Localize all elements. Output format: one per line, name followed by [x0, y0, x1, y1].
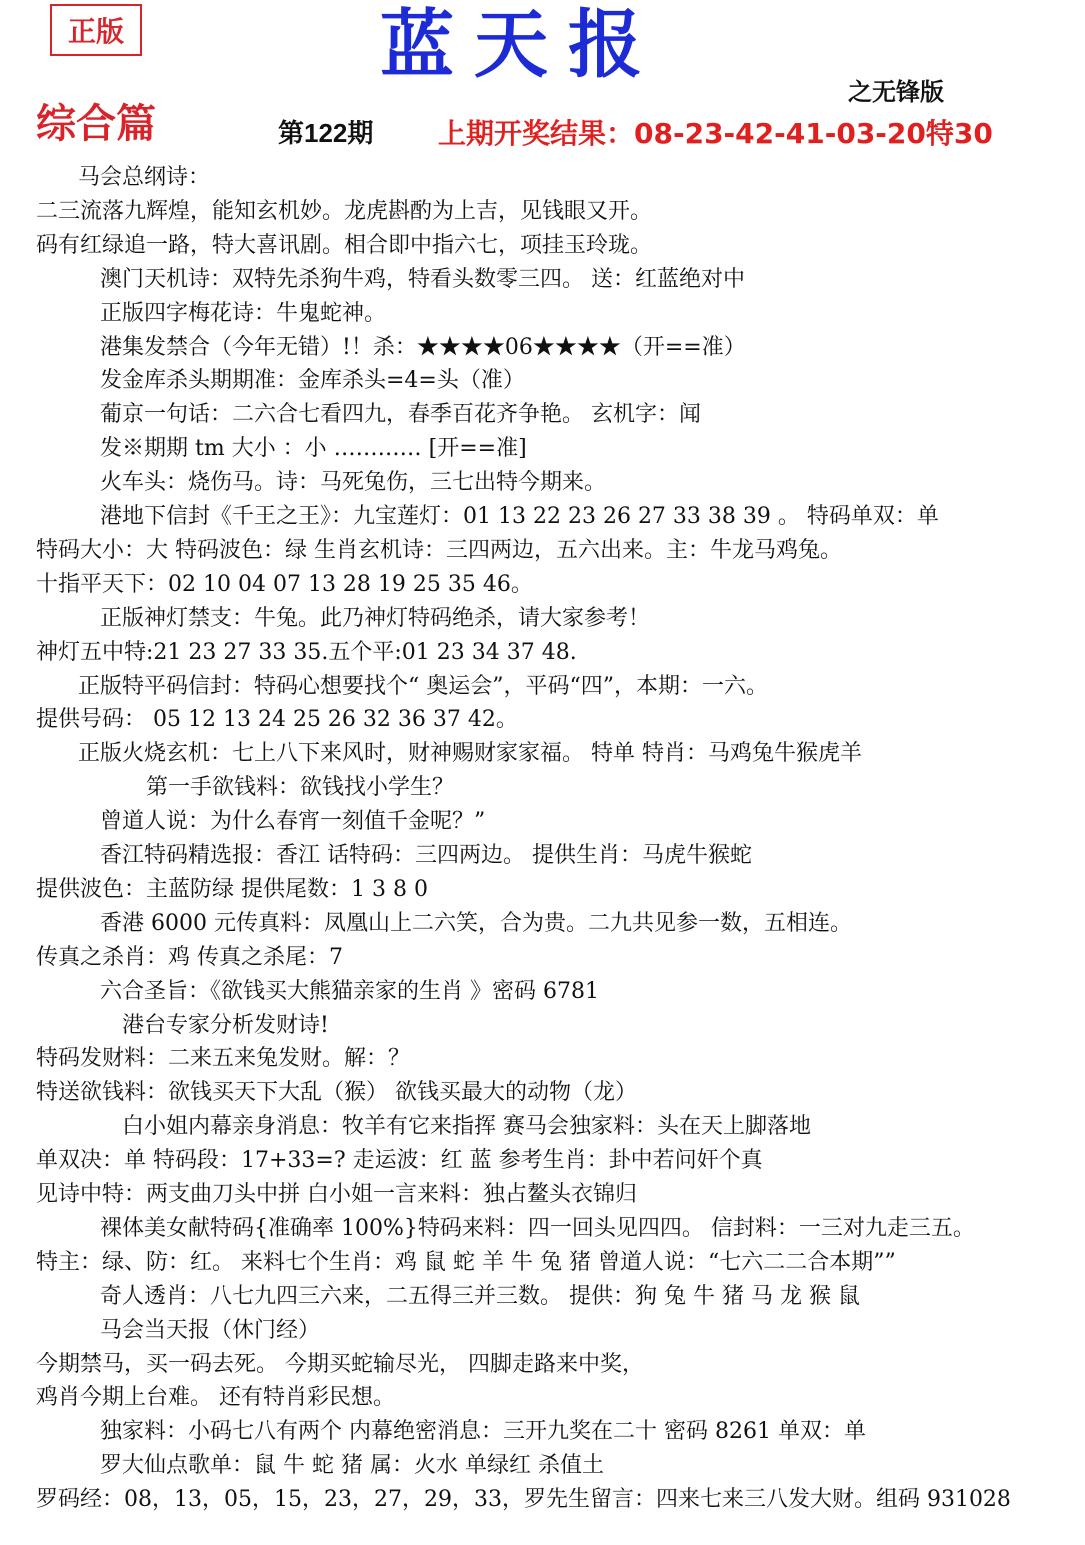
text-line: 港台专家分析发财诗!	[122, 1012, 329, 1038]
text-line: 发金库杀头期期准：金库杀头=4=头（准）	[100, 368, 525, 394]
issue-number: 第122期	[278, 118, 374, 148]
text-line: 传真之杀肖：鸡 传真之杀尾：7	[36, 944, 343, 970]
text-line: 神灯五中特:21 23 27 33 35.五个平:01 23 34 37 48.	[36, 639, 577, 665]
text-line: 鸡肖今期上台难。 还有特肖彩民想。	[36, 1385, 395, 1411]
text-line: 香港 6000 元传真料：凤凰山上二六笑，合为贵。二九共见参一数，五相连。	[100, 910, 852, 936]
text-line: 特主：绿、防：红。 来料七个生肖：鸡 鼠 蛇 羊 牛 兔 猪 曾道人说：“七六二二合本期””	[36, 1249, 896, 1275]
authentic-stamp: 正版	[50, 4, 142, 56]
text-line: 十指平天下：02 10 04 07 13 28 19 25 35 46。	[36, 571, 533, 597]
text-line: 香江特码精选报：香江 话特码：三四两边。 提供生肖：马虎牛猴蛇	[100, 843, 752, 868]
text-line: 葡京一句话：二六合七看四九，春季百花齐争艳。 玄机字：闻	[100, 402, 701, 428]
edition-label: 之无锋版	[848, 77, 944, 106]
section-title: 综合篇	[36, 101, 156, 147]
text-line: 白小姐内幕亲身消息：牧羊有它来指挥 赛马会独家料：头在天上脚落地	[122, 1114, 811, 1140]
text-line: 见诗中特：两支曲刀头中拼 白小姐一言来料：独占鳌头衣锦归	[36, 1182, 637, 1207]
last-result: 上期开奖结果：08-23-42-41-03-20特30	[438, 117, 993, 150]
text-line: 独家料：小码七八有两个 内幕绝密消息：三开九奖在二十 密码 8261 单双：单	[100, 1419, 866, 1445]
text-line: 特送欲钱料：欲钱买天下大乱（猴） 欲钱买最大的动物（龙）	[36, 1080, 637, 1106]
text-line: 提供波色：主蓝防绿 提供尾数：1 3 8 0	[36, 876, 428, 902]
text-line: 曾道人说：为什么春宵一刻值千金呢？”	[100, 809, 486, 835]
text-line: 第一手欲钱料：欲钱找小学生？	[146, 775, 455, 801]
text-line: 六合圣旨：《欲钱买大熊猫亲家的生肖 》密码 6781	[100, 978, 599, 1004]
text-line: 特码大小：大 特码波色：绿 生肖玄机诗：三四两边，五六出来。主：牛龙马鸡兔。	[36, 537, 842, 563]
text-line: 今期禁马，买一码去死。 今期买蛇输尽光， 四脚走路来中奖，	[36, 1351, 644, 1377]
text-line: 码有红绿追一路，特大喜讯剧。相合即中指六七，项挂玉玲珑。	[36, 232, 653, 258]
masthead-title: 蓝天报	[380, 2, 662, 88]
text-line: 正版四字梅花诗：牛鬼蛇神。	[100, 300, 387, 326]
text-line: 火车头：烧伤马。诗：马死兔伤，三七出特今期来。	[100, 470, 607, 496]
text-line: 正版特平码信封：特码心想要找个“ 奥运会”，平码“四”，本期：一六。	[78, 673, 768, 699]
text-line: 提供号码： 05 12 13 24 25 26 32 36 37 42。	[36, 707, 518, 733]
text-line: 马会当天报（休门经）	[100, 1317, 321, 1343]
text-line: 港集发禁合（今年无错）!！杀：★★★★06★★★★（开==准）	[100, 334, 746, 360]
text-line: 单双决：单 特码段：17+33=? 走运波：红 蓝 参考生肖：卦中若问奸个真	[36, 1148, 763, 1174]
text-line: 澳门天机诗：双特先杀狗牛鸡，特看头数零三四。 送：红蓝绝对中	[100, 266, 745, 292]
text-line: 发※期期 tm 大小 ：小 ………… [开==准]	[100, 436, 527, 462]
text-line: 裸体美女献特码{准确率 100%}特码来料：四一回头见四四。 信封料：一三对九走三五。	[100, 1215, 975, 1241]
text-line: 港地下信封《千王之王》：九宝莲灯：01 13 22 23 26 27 33 38 39 。 特码单双：单	[100, 504, 939, 529]
text-line: 正版火烧玄机：七上八下来风时，财神赐财家家福。 特单 特肖：马鸡兔牛猴虎羊	[78, 741, 862, 767]
text-line: 罗码经：08，13，05，15，23，27，29，33，罗先生留言：四来七来三八发大财。组码 931028	[36, 1487, 1011, 1513]
text-line: 奇人透肖：八七九四三六来，二五得三并三数。 提供：狗 兔 牛 猪 马 龙 猴 鼠	[100, 1283, 860, 1309]
text-line: 特码发财料：二来五来兔发财。解：？	[36, 1046, 411, 1072]
text-line: 罗大仙点歌单：鼠 牛 蛇 猪 属：火水 单绿红 杀值土	[100, 1453, 604, 1479]
text-line: 马会总纲诗：	[78, 165, 211, 190]
text-line: 二三流落九辉煌，能知玄机妙。龙虎斟酌为上吉，见钱眼又开。	[36, 198, 653, 224]
text-line: 正版神灯禁支：牛兔。此乃神灯特码绝杀，请大家参考！	[100, 605, 651, 631]
